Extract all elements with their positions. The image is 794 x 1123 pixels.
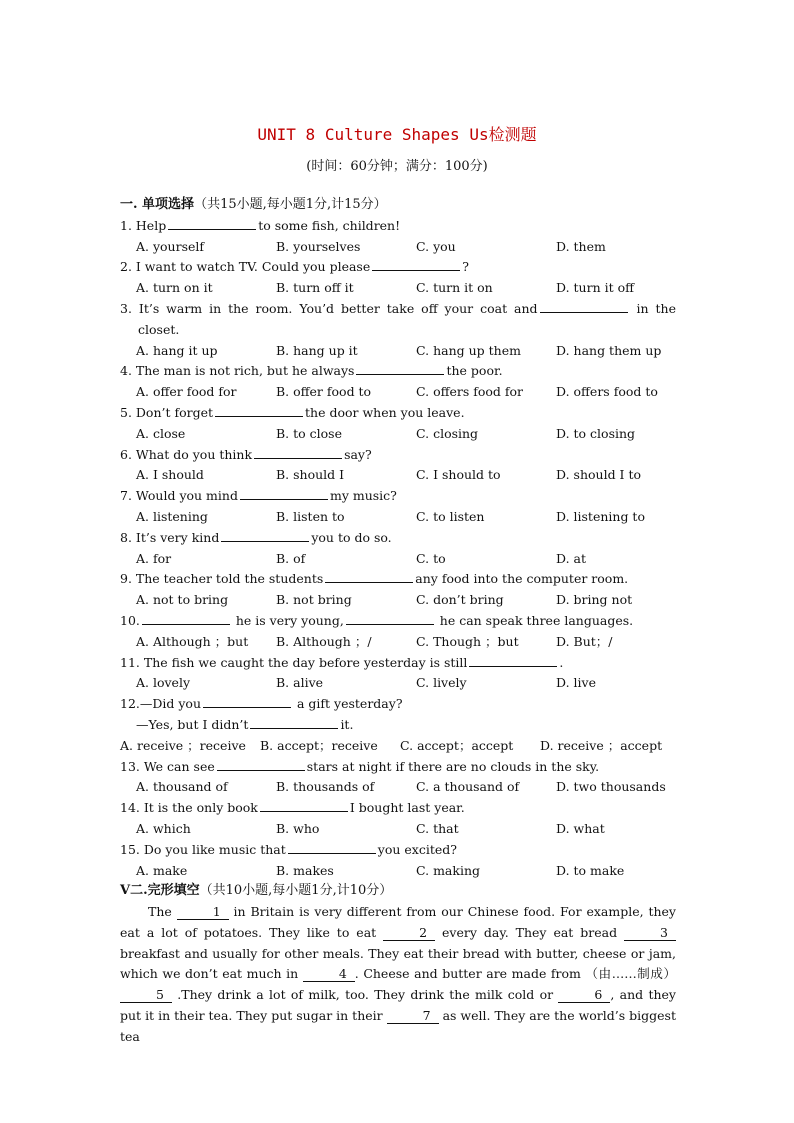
question-stem xyxy=(120,445,676,466)
answer-option[interactable]: D. should I to xyxy=(556,467,641,483)
answer-option[interactable]: A. turn on it xyxy=(136,280,213,296)
answer-option[interactable]: D. to make xyxy=(556,862,625,878)
answer-options xyxy=(120,507,676,528)
answer-options xyxy=(120,861,676,882)
question-text: I bought last year. xyxy=(349,800,465,816)
answer-option[interactable]: A. thousand of xyxy=(136,779,228,795)
answer-options xyxy=(120,341,676,362)
question-stem xyxy=(120,403,676,424)
answer-option[interactable]: C. a thousand of xyxy=(416,779,520,795)
answer-options xyxy=(120,465,676,486)
answer-option[interactable]: D. live xyxy=(556,675,596,691)
answer-blank[interactable] xyxy=(142,612,230,625)
question-reply xyxy=(120,715,676,736)
answer-blank[interactable] xyxy=(469,654,557,667)
question-stem xyxy=(120,611,676,632)
answer-blank[interactable] xyxy=(168,217,256,230)
answer-option[interactable]: B. accept；receive xyxy=(260,737,378,753)
question-text: he can speak three languages. xyxy=(435,612,634,628)
question-stem xyxy=(120,486,676,507)
question-text: in the closet. xyxy=(138,300,677,337)
cloze-blank[interactable]: 4 xyxy=(303,967,355,982)
answer-options xyxy=(120,237,676,258)
answer-option[interactable]: D. listening to xyxy=(556,508,645,524)
answer-options xyxy=(120,278,676,299)
answer-options xyxy=(120,819,676,840)
answer-blank[interactable] xyxy=(346,612,434,625)
answer-option[interactable]: B. makes xyxy=(276,862,334,878)
answer-blank[interactable] xyxy=(288,841,376,854)
answer-option[interactable]: D. But；/ xyxy=(556,633,613,649)
question-text: 5. Don’t forget xyxy=(120,404,214,420)
answer-option[interactable]: C. hang up them xyxy=(416,342,521,358)
question-text: 13. We can see xyxy=(120,758,215,774)
answer-blank[interactable] xyxy=(203,695,291,708)
answer-option[interactable]: C. to xyxy=(416,550,446,566)
question-text: —Yes, but I didn’t xyxy=(136,716,249,732)
answer-option[interactable]: D. what xyxy=(556,820,605,836)
answer-option[interactable]: A. receive ；receive xyxy=(120,737,246,753)
cloze-blank[interactable]: 2 xyxy=(383,926,435,941)
cloze-blank[interactable]: 1 xyxy=(177,905,229,920)
exam-content xyxy=(120,195,676,1048)
cloze-blank[interactable]: 6 xyxy=(558,988,610,1003)
answer-options xyxy=(120,673,676,694)
answer-option[interactable]: B. who xyxy=(276,820,320,836)
answer-option[interactable]: D. to closing xyxy=(556,425,636,441)
answer-options xyxy=(120,424,676,445)
answer-option[interactable]: C. making xyxy=(416,862,480,878)
answer-option[interactable]: A. which xyxy=(136,820,191,836)
question-text: you to do so. xyxy=(311,529,392,545)
answer-blank[interactable] xyxy=(260,799,348,812)
question-stem xyxy=(120,257,676,278)
question-text: the poor. xyxy=(446,363,503,379)
answer-option[interactable]: A. yourself xyxy=(136,238,205,254)
answer-blank[interactable] xyxy=(254,446,342,459)
section-heading-multiple-choice: 一. 单项选择（共15小题,每小题1分,计15分） xyxy=(120,197,387,212)
question-text: 12.—Did you xyxy=(120,696,202,712)
answer-option[interactable]: D. offers food to xyxy=(556,384,658,400)
question-stem xyxy=(120,299,676,341)
question-text: 15. Do you like music that xyxy=(120,841,286,857)
page-subtitle: (时间：60分钟；满分：100分) xyxy=(306,159,488,174)
answer-option[interactable]: A. Although ；but xyxy=(136,633,249,649)
answer-option[interactable]: B. turn off it xyxy=(276,280,354,296)
answer-option[interactable]: C. I should to xyxy=(416,467,501,483)
question-text: my music? xyxy=(329,488,397,504)
answer-option[interactable]: B. alive xyxy=(276,675,324,691)
answer-blank[interactable] xyxy=(372,258,460,271)
answer-option[interactable]: A. for xyxy=(136,550,172,566)
answer-option[interactable]: C. to listen xyxy=(416,508,485,524)
question-text: any food into the computer room. xyxy=(415,571,629,587)
question-text: 11. The fish we caught the day before yesterday is still xyxy=(120,654,468,670)
question-stem xyxy=(120,694,676,715)
question-text: the door when you leave. xyxy=(305,404,465,420)
question-stem xyxy=(120,653,676,674)
answer-option[interactable]: B. not bring xyxy=(276,592,352,608)
answer-option[interactable]: B. hang up it xyxy=(276,342,358,358)
question-text: you excited? xyxy=(377,841,457,857)
question-stem xyxy=(120,840,676,861)
answer-options xyxy=(120,736,676,757)
question-text: 10. xyxy=(120,612,140,628)
answer-option[interactable]: A. lovely xyxy=(136,675,191,691)
answer-blank[interactable] xyxy=(221,529,309,542)
answer-options xyxy=(120,777,676,798)
answer-option[interactable]: B. of xyxy=(276,550,306,566)
question-text: stars at night if there are no clouds in the sky. xyxy=(306,758,600,774)
answer-blank[interactable] xyxy=(215,404,303,417)
cloze-blank[interactable]: 7 xyxy=(387,1009,439,1024)
answer-options xyxy=(120,549,676,570)
answer-option[interactable]: C. accept；accept xyxy=(400,737,514,753)
answer-option[interactable]: C. lively xyxy=(416,675,467,691)
answer-option[interactable]: C. that xyxy=(416,820,459,836)
answer-option[interactable]: D. at xyxy=(556,550,586,566)
question-text: say? xyxy=(344,446,372,462)
answer-options xyxy=(120,632,676,653)
question-text: 4. The man is not rich, but he always xyxy=(120,363,355,379)
question-stem xyxy=(120,757,676,778)
question-text: 6. What do you think xyxy=(120,446,253,462)
answer-blank[interactable] xyxy=(240,487,328,500)
question-text: 7. Would you mind xyxy=(120,488,238,504)
answer-option[interactable]: B. should I xyxy=(276,467,345,483)
question-text: he is very young, xyxy=(231,612,344,628)
answer-option[interactable]: A. not to bring xyxy=(136,592,229,608)
question-text: 1. Help xyxy=(120,217,167,233)
answer-option[interactable]: B. listen to xyxy=(276,508,345,524)
answer-option[interactable]: C. Though ；but xyxy=(416,633,519,649)
answer-option[interactable]: A. close xyxy=(136,425,186,441)
answer-option[interactable]: D. bring not xyxy=(556,592,633,608)
question-stem xyxy=(120,216,676,237)
answer-option[interactable]: A. make xyxy=(136,862,188,878)
answer-options xyxy=(120,382,676,403)
answer-option[interactable]: A. I should xyxy=(136,467,204,483)
question-text: a gift yesterday? xyxy=(293,696,403,712)
cloze-blank[interactable]: 3 xyxy=(624,926,676,941)
answer-option[interactable]: B. offer food to xyxy=(276,384,372,400)
answer-option[interactable]: D. turn it off xyxy=(556,280,634,296)
question-text: 8. It’s very kind xyxy=(120,529,220,545)
question-text: 2. I want to watch TV. Could you please xyxy=(120,259,371,275)
answer-blank[interactable] xyxy=(356,362,444,375)
answer-blank[interactable] xyxy=(540,300,628,313)
answer-option[interactable]: C. turn it on xyxy=(416,280,493,296)
answer-option[interactable]: B. thousands of xyxy=(276,779,375,795)
question-text: it. xyxy=(340,716,354,732)
question-text: ? xyxy=(462,259,469,275)
question-list xyxy=(120,216,676,882)
answer-option[interactable]: C. don’t bring xyxy=(416,592,504,608)
answer-option[interactable]: B. yourselves xyxy=(276,238,361,254)
question-stem xyxy=(120,528,676,549)
question-stem xyxy=(120,361,676,382)
answer-blank[interactable] xyxy=(217,758,305,771)
question-stem xyxy=(120,569,676,590)
answer-option[interactable]: A. offer food for xyxy=(136,384,237,400)
answer-blank[interactable] xyxy=(325,570,413,583)
answer-option[interactable]: C. closing xyxy=(416,425,479,441)
question-stem xyxy=(120,798,676,819)
answer-option[interactable]: D. hang them up xyxy=(556,342,662,358)
question-text: to some fish, children! xyxy=(258,217,401,233)
answer-option[interactable]: A. hang it up xyxy=(136,342,218,358)
answer-option[interactable]: A. listening xyxy=(136,508,208,524)
answer-option[interactable]: C. you xyxy=(416,238,456,254)
question-text: 3. It’s warm in the room. You’d better take off your coat and xyxy=(120,300,538,316)
answer-option[interactable]: D. them xyxy=(556,238,606,254)
answer-blank[interactable] xyxy=(250,716,338,729)
answer-option[interactable]: D. two thousands xyxy=(556,779,666,795)
answer-option[interactable]: B. to close xyxy=(276,425,342,441)
answer-options xyxy=(120,590,676,611)
question-text: 14. It is the only book xyxy=(120,800,258,816)
cloze-blank[interactable]: 5 xyxy=(120,988,172,1003)
answer-option[interactable]: B. Although ；/ xyxy=(276,633,372,649)
answer-option[interactable]: D. receive ；accept xyxy=(540,737,663,753)
question-text: 9. The teacher told the students xyxy=(120,571,324,587)
answer-option[interactable]: C. offers food for xyxy=(416,384,524,400)
section-heading-cloze: V二.完形填空（共10小题,每小题1分,计10分） xyxy=(120,883,393,899)
cloze-passage: The 1 in Britain is very different from our Chinese food. For example, they eat a lot of potatoes. They like to eat 2 every day. They eat bread 3 breakfast and usually for other meals. They eat their bread with butter, cheese or jam, which we don’t eat much in 4 . Cheese and butter are made from （由……制成）5 .They drink a lot of milk, too. They drink the milk cold or 6 , and they put it in their tea. They put sugar in their 7 as well. They are the world’s biggest tea xyxy=(120,904,677,1044)
page-title: UNIT 8 Culture Shapes Us检测题 xyxy=(257,125,537,144)
question-text: . xyxy=(559,654,564,670)
